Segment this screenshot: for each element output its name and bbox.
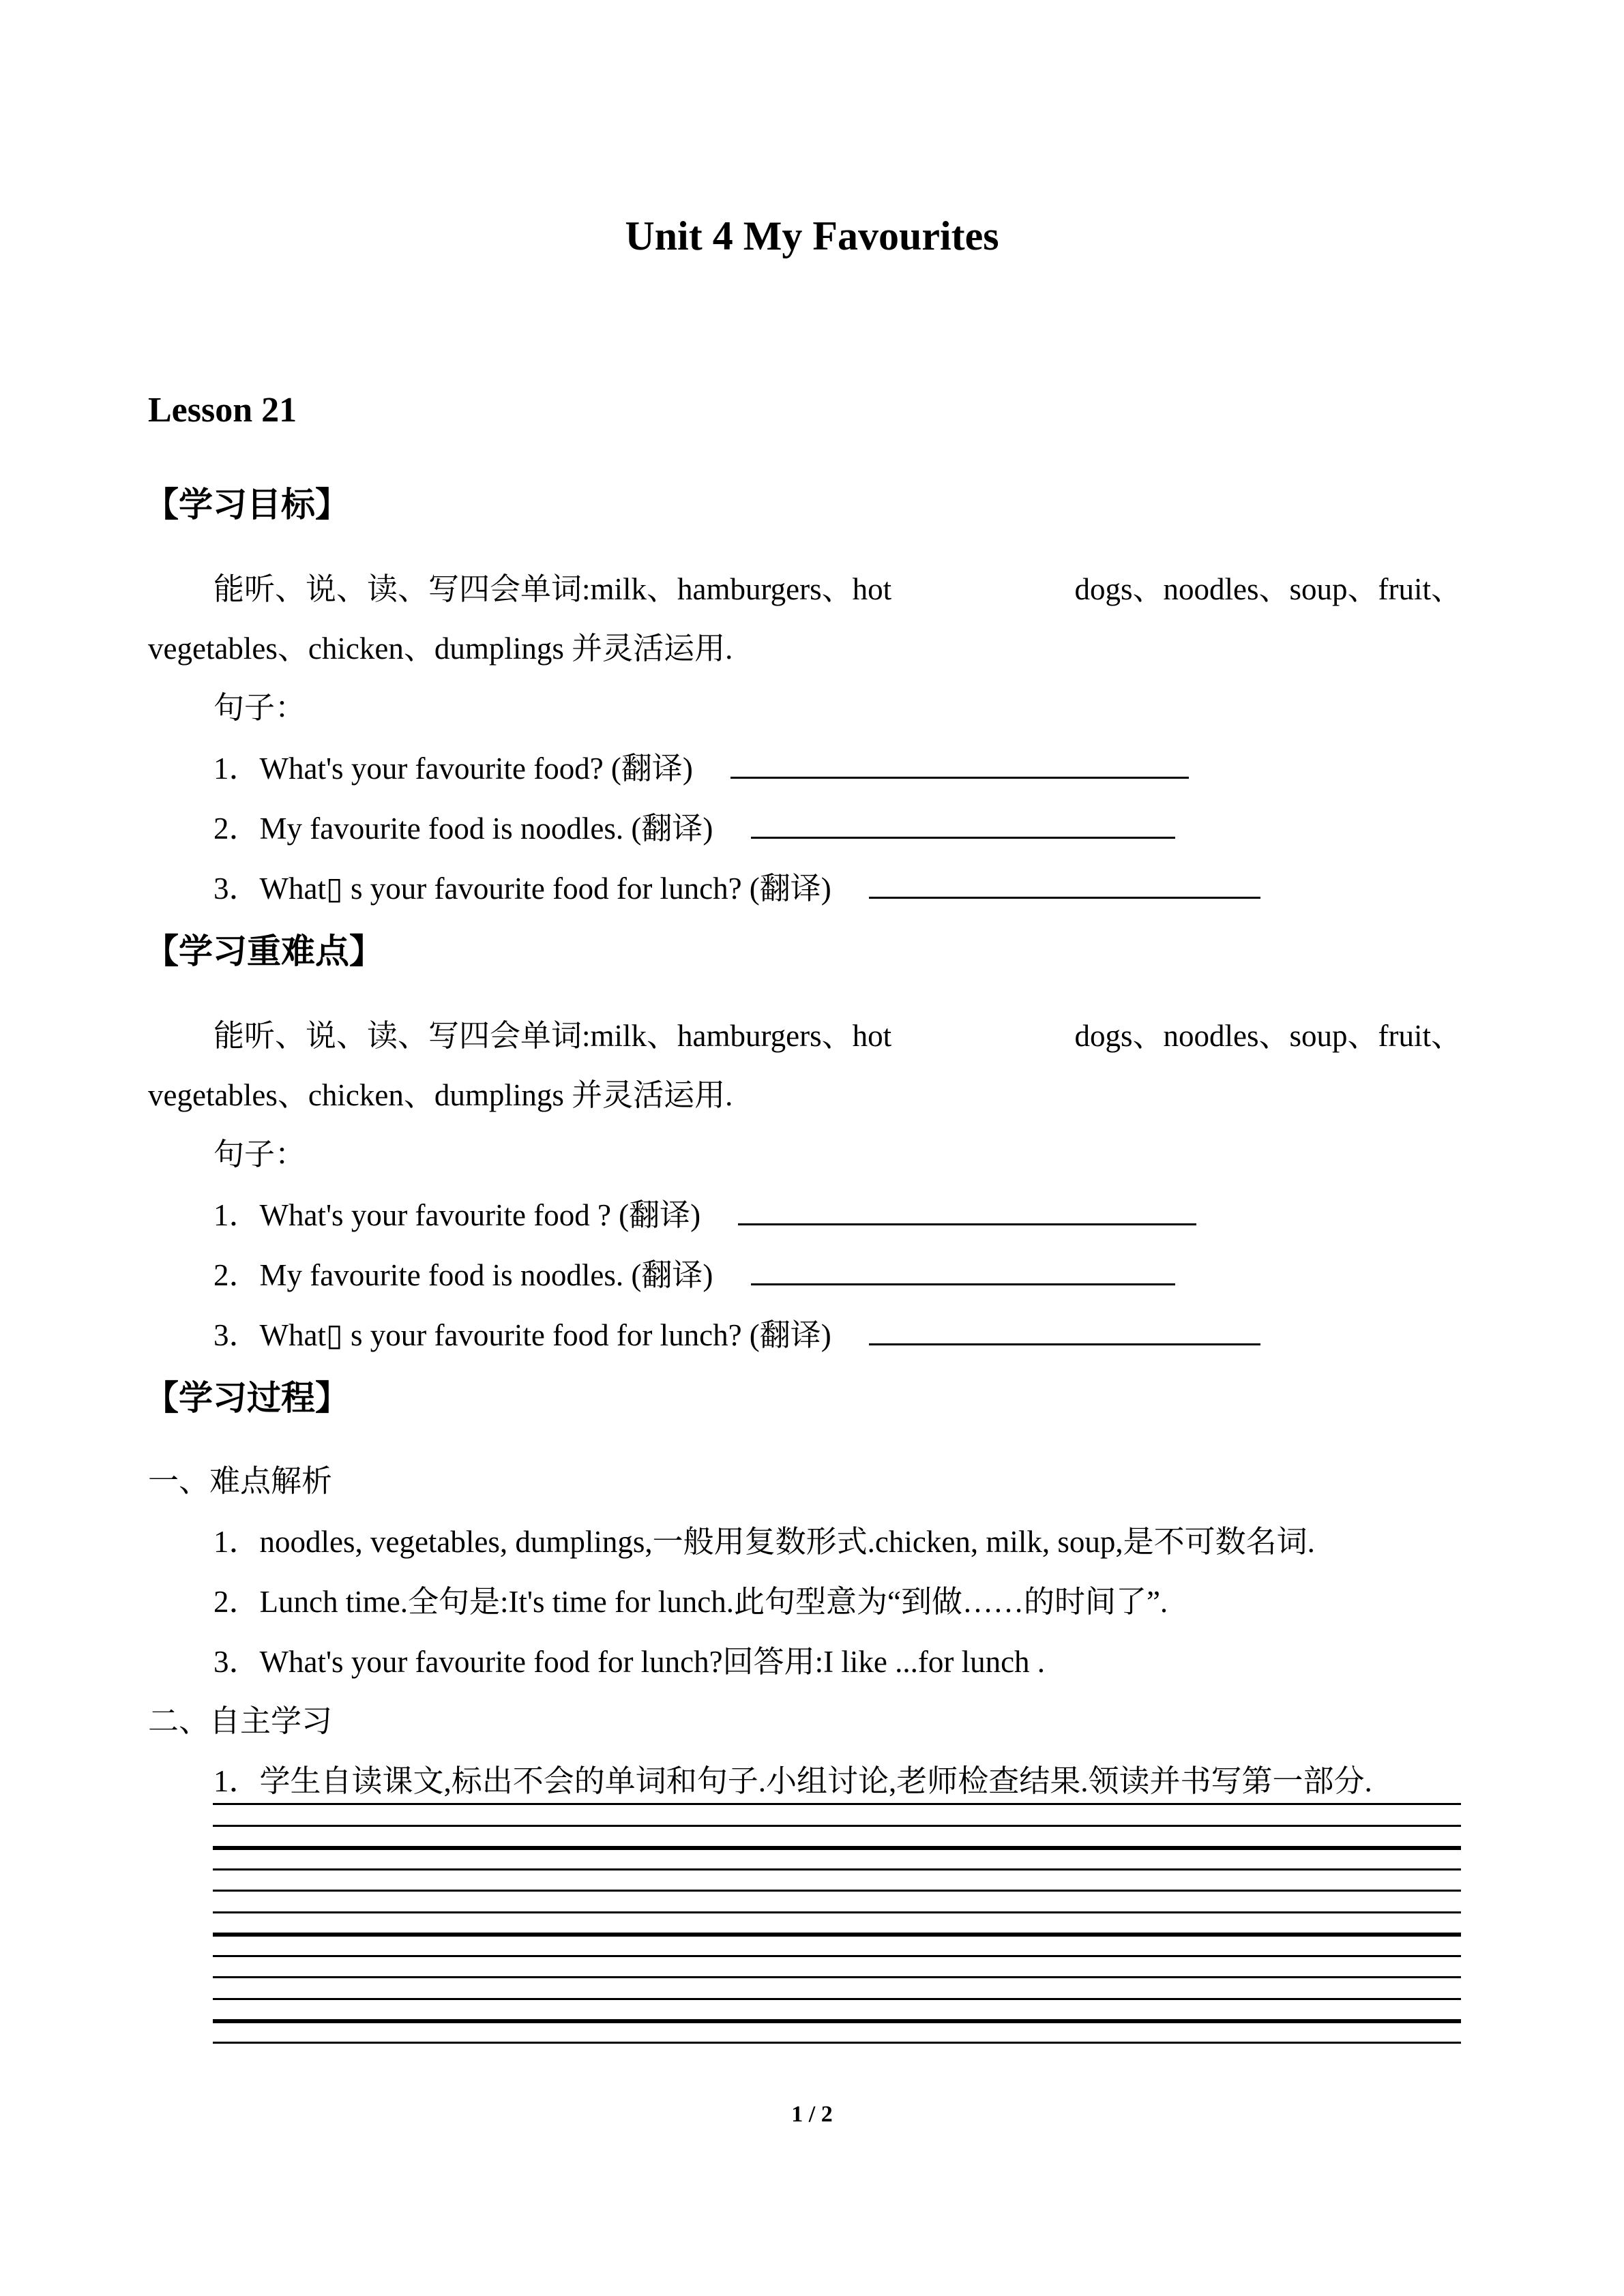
page-title: Unit 4 My Favourites bbox=[625, 213, 999, 258]
answer-blank[interactable] bbox=[751, 808, 1175, 839]
process-part2-item-1: 1．学生自读课文,标出不会的单词和句子.小组讨论,老师检查结果.领读并书写第一部分. bbox=[213, 1764, 1372, 1798]
writing-line bbox=[213, 1955, 1461, 1957]
process-part1-item-1: 1．noodles, vegetables, dumplings,一般用复数形式.chicken, milk, soup,是不可数名词. bbox=[213, 1525, 1315, 1559]
goals-intro-part1: 能听、说、读、写四会单词:milk、hamburgers、hot bbox=[213, 572, 892, 606]
goals-intro-line1 bbox=[213, 564, 1462, 608]
keypoints-intro-line2: vegetables、chicken、dumplings 并灵活运用. bbox=[148, 1078, 733, 1112]
page-number: 1 / 2 bbox=[791, 2102, 833, 2127]
keypoints-intro-part2: dogs、noodles、soup、fruit、 bbox=[1074, 1019, 1462, 1053]
lesson-label: Lesson 21 bbox=[148, 391, 297, 430]
goals-sentence-2-text: 2．My favourite food is noodles. (翻译) bbox=[213, 811, 713, 846]
goals-sentence-3-text: 3．What▯ s your favourite food for lunch? (翻译) bbox=[213, 871, 831, 906]
keypoints-sentences-label: 句子： bbox=[213, 1137, 306, 1172]
writing-line bbox=[213, 2042, 1461, 2044]
writing-line bbox=[213, 2019, 1461, 2023]
writing-line bbox=[213, 1825, 1461, 1827]
goals-sentences-label: 句子： bbox=[213, 691, 306, 725]
process-heading: 【学习过程】 bbox=[145, 1378, 349, 1418]
process-part1-item-2: 2．Lunch time.全句是:It's time for lunch.此句型意为“到做……的时间了”. bbox=[213, 1585, 1168, 1619]
keypoints-sentence-2-text: 2．My favourite food is noodles. (翻译) bbox=[213, 1258, 713, 1292]
keypoints-sentence-1 bbox=[213, 1190, 1196, 1234]
answer-blank[interactable] bbox=[869, 1315, 1260, 1345]
keypoints-sentence-3-text: 3．What▯ s your favourite food for lunch? (翻译) bbox=[213, 1318, 831, 1352]
process-part1-title: 一、难点解析 bbox=[148, 1464, 333, 1498]
keypoints-sentence-2 bbox=[213, 1250, 1175, 1294]
writing-line bbox=[213, 1846, 1461, 1850]
writing-line bbox=[213, 1890, 1461, 1892]
writing-line bbox=[213, 1933, 1461, 1937]
writing-line bbox=[213, 1803, 1461, 1805]
answer-blank[interactable] bbox=[730, 748, 1189, 779]
goals-sentence-3 bbox=[213, 863, 1260, 908]
goals-heading: 【学习目标】 bbox=[145, 485, 349, 524]
answer-blank[interactable] bbox=[738, 1195, 1196, 1225]
keypoints-heading: 【学习重难点】 bbox=[145, 931, 383, 971]
goals-intro-line2: vegetables、chicken、dumplings 并灵活运用. bbox=[148, 631, 733, 666]
writing-line bbox=[213, 1911, 1461, 1913]
goals-sentence-1-text: 1．What's your favourite food? (翻译) bbox=[213, 751, 693, 786]
keypoints-intro-line1 bbox=[213, 1011, 1462, 1055]
process-part2-title: 二、自主学习 bbox=[148, 1704, 333, 1738]
writing-line bbox=[213, 1868, 1461, 1870]
keypoints-intro-part1: 能听、说、读、写四会单词:milk、hamburgers、hot bbox=[213, 1019, 892, 1053]
goals-intro-part2: dogs、noodles、soup、fruit、 bbox=[1074, 572, 1462, 606]
writing-line bbox=[213, 1998, 1461, 2000]
writing-line bbox=[213, 1976, 1461, 1978]
keypoints-sentence-1-text: 1．What's your favourite food ? (翻译) bbox=[213, 1198, 701, 1232]
answer-blank[interactable] bbox=[869, 868, 1260, 899]
goals-sentence-2 bbox=[213, 803, 1175, 848]
answer-blank[interactable] bbox=[751, 1255, 1175, 1285]
goals-sentence-1 bbox=[213, 743, 1189, 788]
keypoints-sentence-3 bbox=[213, 1310, 1260, 1354]
process-part1-item-3: 3．What's your favourite food for lunch?回答用:I like ...for lunch . bbox=[213, 1645, 1046, 1679]
